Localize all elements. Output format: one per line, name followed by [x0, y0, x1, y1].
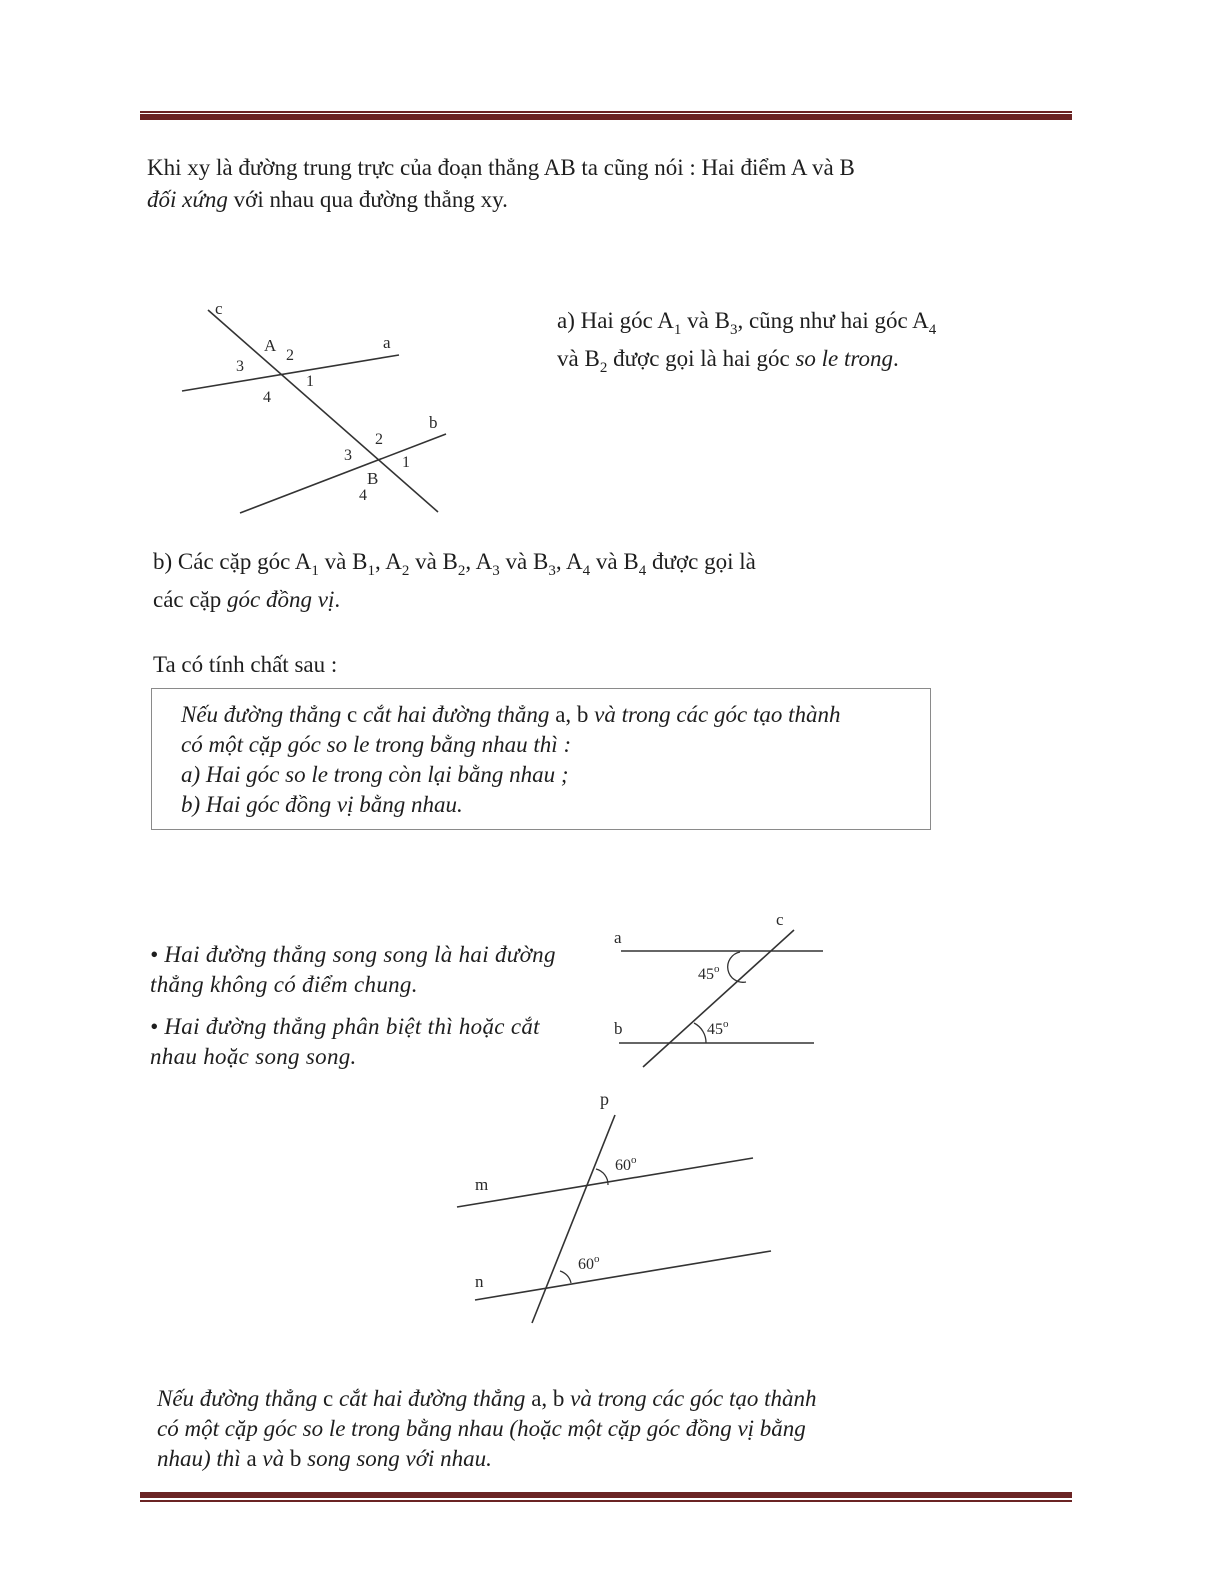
- label-a: a: [614, 928, 622, 947]
- line-p: [532, 1115, 615, 1323]
- definition-dong-vi-line-2: các cặp góc đồng vị.: [153, 587, 341, 612]
- figure-parallel-60: [440, 1085, 780, 1325]
- footer-rule-thin: [140, 1500, 1072, 1502]
- label-B2: 2: [375, 431, 383, 448]
- criterion-line-2: có một cặp góc so le trong bằng nhau (hoặc một cặp góc đồng vị bằng: [157, 1416, 806, 1441]
- line-n: [475, 1251, 771, 1300]
- bullet-2-line-1: • Hai đường thẳng phân biệt thì hoặc cắt: [150, 1014, 540, 1039]
- property-box-text: [181, 700, 841, 820]
- label-A2: 2: [286, 347, 294, 364]
- line-b: [240, 434, 446, 513]
- label-point-A: A: [264, 336, 277, 355]
- angle-label-m: 60$^o$: [615, 1154, 637, 1174]
- label-b: b: [614, 1019, 623, 1038]
- criterion-line-3: nhau) thì a và b song song với nhau.: [157, 1446, 492, 1471]
- definition-so-le-trong-line-1: a) Hai góc $A_1$ và $B_3$, cũng như hai góc $A_4$: [557, 308, 937, 338]
- bullet-1-line-1: • Hai đường thẳng song song là hai đường: [150, 942, 556, 967]
- label-point-B: B: [367, 469, 379, 488]
- criterion-line-1: Nếu đường thẳng c cắt hai đường thẳng a, b và trong các góc tạo thành: [157, 1386, 817, 1411]
- bullet-2-line-2: nhau hoặc song song.: [150, 1044, 357, 1069]
- label-A4: 4: [263, 389, 271, 406]
- intro-line-2: [147, 184, 508, 215]
- property-line-4: b) Hai góc đồng vị bằng nhau.: [181, 792, 463, 817]
- label-A1: 1: [306, 373, 314, 390]
- label-A3: 3: [236, 358, 244, 375]
- label-B4: 4: [359, 487, 367, 504]
- header-rule-thin: [140, 111, 1072, 113]
- property-line-2: có một cặp góc so le trong bằng nhau thì :: [181, 732, 572, 757]
- intro-text: Khi xy là đường trung trực của đoạn thẳng AB ta cũng nói : Hai điểm A và B: [147, 155, 855, 180]
- line-m: [457, 1158, 753, 1207]
- angle-label-n: 60$^o$: [578, 1253, 600, 1273]
- label-c: c: [215, 299, 223, 318]
- figure-transversal-angles: [170, 290, 460, 520]
- label-B1: 1: [402, 454, 410, 471]
- bullet-1-line-2: thẳng không có điểm chung.: [150, 972, 418, 997]
- header-rule-thick: [140, 114, 1072, 120]
- footer-rule-thick: [140, 1492, 1072, 1498]
- term-goc-dong-vi: góc đồng vị: [227, 587, 335, 612]
- figure-parallel-45: [600, 905, 830, 1075]
- angle-arc-top: [728, 952, 746, 982]
- label-c: c: [776, 910, 784, 929]
- angle-label-top: 45$^o$: [698, 963, 720, 983]
- label-n: n: [475, 1272, 484, 1291]
- property-intro: Ta có tính chất sau :: [153, 652, 338, 677]
- angle-arc-bottom: [694, 1023, 706, 1043]
- angle-arc-n: [560, 1271, 571, 1283]
- intro-rest: với nhau qua đường thẳng xy.: [227, 187, 508, 212]
- label-a: a: [383, 333, 391, 352]
- term-so-le-trong: so le trong: [795, 346, 893, 371]
- intro-line-1: [147, 152, 855, 183]
- label-B3: 3: [344, 447, 352, 464]
- property-line-3: a) Hai góc so le trong còn lại bằng nhau ;: [181, 762, 569, 787]
- label-p: p: [600, 1089, 609, 1109]
- parallel-criterion: [157, 1384, 817, 1474]
- label-b: b: [429, 413, 438, 432]
- term-doi-xung: đối xứng: [147, 187, 228, 212]
- label-m: m: [475, 1175, 489, 1194]
- angle-label-bottom: 45$^o$: [707, 1018, 729, 1038]
- definition-dong-vi-line-1: b) Các cặp góc $A_1$ và $B_1$, $A_2$ và $B_2$, $A_3$ và $B_3$, $A_4$ và $B_4$ được gọi là: [153, 549, 756, 579]
- property-line-1: Nếu đường thẳng c cắt hai đường thẳng a, b và trong các góc tạo thành: [181, 702, 841, 727]
- definition-so-le-trong-line-2: và $B_2$ được gọi là hai góc so le trong.: [557, 346, 899, 376]
- parallel-bullets: [150, 940, 556, 1072]
